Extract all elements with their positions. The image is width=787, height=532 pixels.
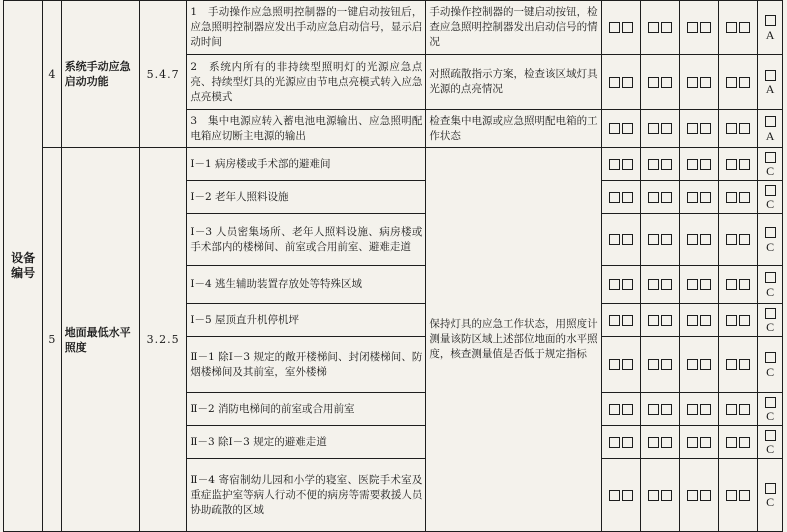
checkbox-pair[interactable]: [679, 266, 718, 304]
item-number: 5: [43, 148, 62, 532]
checkbox-pair[interactable]: [679, 459, 718, 532]
checkbox-pair[interactable]: [640, 459, 679, 532]
table-row: [4, 1, 783, 55]
requirement-cell: 2 系统内所有的非持续型照明灯的光源应急点亮、持续型灯具的光源应由节电点亮模式转入应急点亮模式: [187, 55, 426, 110]
grade-checkbox[interactable]: [765, 152, 776, 163]
grade-cell: C: [758, 459, 783, 532]
checkbox-pair[interactable]: [719, 393, 758, 426]
grade-checkbox[interactable]: [765, 483, 776, 494]
checkbox-pair[interactable]: [601, 214, 640, 266]
checkbox-pair[interactable]: [640, 55, 679, 110]
grade-checkbox[interactable]: [765, 397, 776, 408]
grade-cell: C: [758, 214, 783, 266]
grade-cell: C: [758, 426, 783, 459]
checkbox-pair[interactable]: [719, 110, 758, 148]
checkbox-pair[interactable]: [719, 337, 758, 393]
checkbox-pair[interactable]: [719, 266, 758, 304]
grade-cell: C: [758, 337, 783, 393]
checkbox-pair[interactable]: [601, 1, 640, 55]
checkbox-pair[interactable]: [679, 337, 718, 393]
checkbox-pair[interactable]: [679, 304, 718, 337]
grade-checkbox[interactable]: [765, 185, 776, 196]
category-label: 设备 编号: [4, 1, 43, 532]
grade-cell: C: [758, 181, 783, 214]
checkbox-pair[interactable]: [679, 110, 718, 148]
requirement-cell: Ⅰ－4 逃生辅助装置存放处等特殊区域: [187, 266, 426, 304]
item-name: 系统手动应急启动功能: [61, 1, 139, 148]
grade-cell: A: [758, 1, 783, 55]
checkbox-pair[interactable]: [719, 214, 758, 266]
checkbox-pair[interactable]: [640, 110, 679, 148]
clause-number: 3.2.5: [139, 148, 186, 532]
grade-checkbox[interactable]: [765, 15, 776, 26]
grade-cell: A: [758, 110, 783, 148]
requirement-cell: 1 手动操作应急照明控制器的一键启动按钮后，应急照明控制器应发出手动应急启动信号，显示启动时间: [187, 1, 426, 55]
checkbox-pair[interactable]: [679, 393, 718, 426]
checkbox-pair[interactable]: [640, 214, 679, 266]
checkbox-pair[interactable]: [601, 304, 640, 337]
requirement-cell: Ⅱ－2 消防电梯间的前室或合用前室: [187, 393, 426, 426]
checkbox-pair[interactable]: [601, 337, 640, 393]
checkbox-pair[interactable]: [601, 426, 640, 459]
checkbox-pair[interactable]: [601, 55, 640, 110]
checkbox-pair[interactable]: [601, 393, 640, 426]
checkbox-pair[interactable]: [640, 337, 679, 393]
requirement-cell: Ⅰ－3 人员密集场所、老年人照料设施、病房楼或手术部内的楼梯间、前室或合用前室、避难走道: [187, 214, 426, 266]
requirement-cell: 3 集中电源应转入蓄电池电源输出、应急照明配电箱应切断主电源的输出: [187, 110, 426, 148]
method-cell: 对照疏散指示方案，检查该区域灯具光源的点亮情况: [426, 55, 601, 110]
checkbox-pair[interactable]: [601, 181, 640, 214]
item-number: 4: [43, 1, 62, 148]
grade-checkbox[interactable]: [765, 272, 776, 283]
checkbox-pair[interactable]: [601, 459, 640, 532]
checkbox-pair[interactable]: [719, 304, 758, 337]
grade-cell: A: [758, 55, 783, 110]
grade-checkbox[interactable]: [765, 430, 776, 441]
checkbox-pair[interactable]: [679, 426, 718, 459]
grade-checkbox[interactable]: [765, 227, 776, 238]
checkbox-pair[interactable]: [640, 393, 679, 426]
checkbox-pair[interactable]: [719, 181, 758, 214]
table-row: [4, 148, 783, 181]
checkbox-pair[interactable]: [719, 426, 758, 459]
checkbox-pair[interactable]: [640, 426, 679, 459]
requirement-cell: Ⅰ－5 屋顶直升机停机坪: [187, 304, 426, 337]
checkbox-pair[interactable]: [640, 148, 679, 181]
checkbox-pair[interactable]: [719, 148, 758, 181]
grade-cell: C: [758, 266, 783, 304]
requirement-cell: Ⅱ－1 除Ⅰ－3 规定的敞开楼梯间、封闭楼梯间、防烟楼梯间及其前室，室外楼梯: [187, 337, 426, 393]
checkbox-pair[interactable]: [640, 266, 679, 304]
checkbox-pair[interactable]: [640, 1, 679, 55]
method-cell: 检查集中电源或应急照明配电箱的工作状态: [426, 110, 601, 148]
checkbox-pair[interactable]: [719, 1, 758, 55]
grade-cell: C: [758, 393, 783, 426]
checkbox-pair[interactable]: [601, 148, 640, 181]
grade-checkbox[interactable]: [765, 116, 776, 127]
checkbox-pair[interactable]: [719, 459, 758, 532]
checkbox-pair[interactable]: [601, 110, 640, 148]
grade-checkbox[interactable]: [765, 352, 776, 363]
checkbox-pair[interactable]: [679, 181, 718, 214]
inspection-table: [3, 0, 783, 532]
grade-checkbox[interactable]: [765, 308, 776, 319]
checkbox-pair[interactable]: [719, 55, 758, 110]
item-name: 地面最低水平照度: [61, 148, 139, 532]
requirement-cell: Ⅱ－3 除Ⅰ－3 规定的避难走道: [187, 426, 426, 459]
requirement-cell: Ⅰ－2 老年人照料设施: [187, 181, 426, 214]
checkbox-pair[interactable]: [601, 266, 640, 304]
checkbox-pair[interactable]: [640, 181, 679, 214]
method-cell: 保持灯具的应急工作状态，用照度计测量该防区域上述部位地面的水平照度，核查测量值是否低于规定指标: [426, 148, 601, 532]
grade-cell: C: [758, 148, 783, 181]
checkbox-pair[interactable]: [679, 214, 718, 266]
method-cell: 手动操作控制器的一键启动按钮，检查应急照明控制器发出启动信号的情况: [426, 1, 601, 55]
checkbox-pair[interactable]: [679, 55, 718, 110]
requirement-cell: Ⅱ－4 寄宿制幼儿园和小学的寝室、医院手术室及重症监护室等病人行动不便的病房等需要救援人员协助疏散的区域: [187, 459, 426, 532]
checkbox-pair[interactable]: [679, 1, 718, 55]
checkbox-pair[interactable]: [640, 304, 679, 337]
grade-cell: C: [758, 304, 783, 337]
checkbox-pair[interactable]: [679, 148, 718, 181]
requirement-cell: Ⅰ－1 病房楼或手术部的避难间: [187, 148, 426, 181]
grade-checkbox[interactable]: [765, 70, 776, 81]
clause-number: 5.4.7: [139, 1, 186, 148]
